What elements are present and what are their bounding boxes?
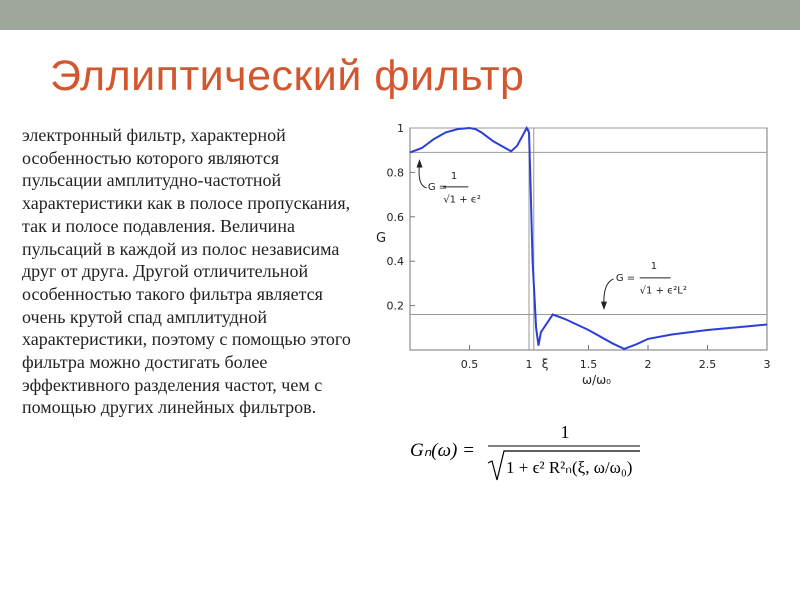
- y-tick-label: 1: [397, 122, 404, 135]
- annotation-stop-lhs: G =: [615, 273, 636, 285]
- annotation-stop-den: √1 + ϵ²L²: [639, 285, 687, 297]
- formula-denominator: 1 + ϵ² R²ₙ(ξ, ω/ω₀): [506, 458, 633, 477]
- slide-title: Эллиптический фильтр: [50, 52, 525, 100]
- formula-numerator: 1: [560, 422, 570, 442]
- slide-body-text: электронный фильтр, характерной особенностью которого являются пульсации амплитудно-частотной характеристики как в полосе пропускания, так и полосе подавления. Величина пульсаций в каждой из полос независима друг от друга. Другой отличительной особенностью такого фильтра является очень крутой спад амплитудной характеристики, поэтому с помощью этого фильтра можно достигать более эффективного разделения частот, чем с помощью других линейных фильтров.: [22, 125, 351, 418]
- x-tick-label: 3: [763, 358, 771, 371]
- gain-formula: [400, 418, 650, 488]
- annotation-pass-den: √1 + ϵ²: [443, 194, 481, 206]
- annotation-stop-num: 1: [650, 260, 658, 272]
- y-tick-label: 0.8: [386, 166, 404, 180]
- x-axis-label: ω/ω₀: [582, 373, 611, 387]
- gain-chart: [372, 118, 782, 390]
- y-tick-label: 0.4: [386, 255, 404, 269]
- x-tick-label: 2: [644, 358, 652, 371]
- top-bar: [0, 0, 800, 30]
- annotation-stop-arrowhead: [601, 302, 607, 310]
- y-tick-label: 0.6: [386, 210, 404, 224]
- y-axis-label: G: [376, 231, 387, 246]
- x-tick-label: 0.5: [460, 358, 479, 371]
- formula-lhs: Gₙ(ω) =: [410, 440, 475, 461]
- annotation-pass-lhs: G =: [427, 182, 448, 194]
- x-tick-label: 1: [525, 358, 533, 371]
- x-tick-label: 2.5: [698, 358, 717, 371]
- x-tick-label: 1.5: [579, 358, 598, 371]
- y-tick-label: 0.2: [386, 299, 404, 313]
- gain-curve: [410, 128, 767, 349]
- annotation-pass-arrowhead: [417, 159, 423, 167]
- xi-label: ξ: [541, 357, 549, 371]
- plot-frame: [410, 128, 767, 350]
- annotation-pass-num: 1: [450, 171, 458, 183]
